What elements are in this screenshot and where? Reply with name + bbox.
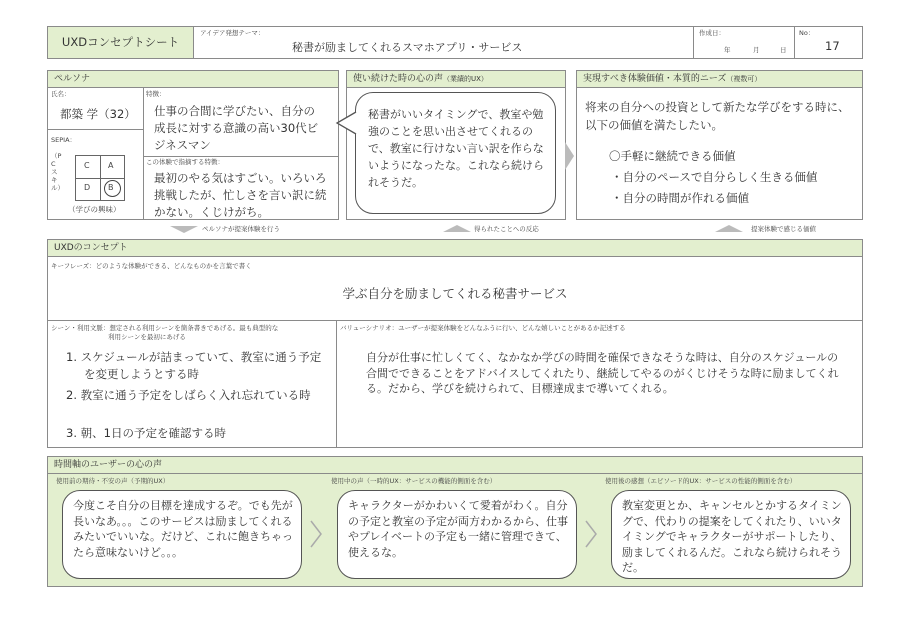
sepia-quadrant-d: D <box>84 183 91 192</box>
number-label: No： <box>799 29 815 37</box>
values-panel <box>576 70 863 220</box>
scene-label-1: シーン・利用文脈：想定される利用シーンを箇条書きであげる。最も典型的な <box>51 324 279 332</box>
values-intro: 将来の自分への投資として新たな学びをする時に、以下の価値を満たしたい。 <box>585 100 850 132</box>
keyphrase-label: キーフレーズ：どのような体験ができる、どんなものかを言葉で書く <box>51 262 252 270</box>
persona-down-triangle <box>170 226 198 233</box>
sepia-cell <box>48 130 144 219</box>
voice-continued-subtitle: （業績的UX） <box>443 75 488 83</box>
scene-label-2: 利用シーンを最初にあげる <box>108 333 186 341</box>
before-text: 今度こそ自分の目標を達成するぞ。でも先が長いなあ。。。このサービスは励ましてくれるみたいでいいな。だけど、これに飽きちゃったら意味ないけど。。。 <box>73 499 293 559</box>
during-bubble <box>337 490 577 579</box>
chevron-right-icon <box>308 518 324 550</box>
scenario-label: バリューシナリオ：ユーザーが提案体験をどんなふうに行い、どんな嬉しいことがあるか記述する <box>340 324 626 332</box>
sepia-label: SEPIA： <box>51 136 77 144</box>
voice-continued-bubble <box>355 92 556 214</box>
sheet-title-cell <box>47 26 194 59</box>
concept-vertical-divider <box>336 320 337 447</box>
theme-label: アイデア発想テーマ： <box>200 29 265 37</box>
after-label: 使用後の感想（エピソード的UX：サービスの性能的側面を含む） <box>605 477 797 485</box>
bubble-pointer <box>335 110 357 136</box>
persona-title: ペルソナ <box>48 71 338 88</box>
name-value: 都築 学（32） <box>60 107 136 121</box>
voice-continued-text: 秘書がいいタイミングで、教室や勉強のことを思い出させてくれるので、教室に行けない言い訳を作らないようになったな。これなら続けられそうだ。 <box>368 108 544 189</box>
before-label: 使用前の期待・不安の声（予期的UX） <box>56 477 170 485</box>
after-text: 教室変更とか、キャンセルとかするタイミングで、代わりの提案をしてくれたり、いいタイミングでキャラクターがサポートしたり、励ましてくれるんだ。これなら続けられそうだ。 <box>622 499 842 574</box>
during-text: キャラクターがかわいくて愛着がわく。自分の予定と教室の予定が両方わかるから、仕事やプレイベートの予定も一緒に管理できて、使えるな。 <box>348 499 568 559</box>
voice-continued-header <box>347 71 565 88</box>
values-item-2: ・自分のペースで自分らしく生きる価値 <box>611 170 818 184</box>
sepia-quadrant-c: C <box>84 161 90 170</box>
during-label: 使用中の声（一時的UX：サービスの機能的側面を含む） <box>331 477 497 485</box>
scene-item-3: 3. 朝、1日の予定を確認する時 <box>66 426 226 440</box>
values-footer: 提案体験で感じる価値 <box>751 225 816 233</box>
keyphrase: 学ぶ自分を励ましてくれる秘書サービス <box>342 286 568 301</box>
voice-continued-footer: 得られたことへの反応 <box>474 225 539 233</box>
name-label: 氏名： <box>51 90 71 98</box>
values-item-3: ・自分の時間が作れる価値 <box>611 191 749 205</box>
right-arrow-icon <box>565 142 574 170</box>
date-month: 月 <box>753 46 760 54</box>
challenge-label: この体験で指摘する特徴： <box>146 158 224 166</box>
theme-value: 秘書が励ましてくれるスマホアプリ・サービス <box>292 41 523 54</box>
feature-cell <box>144 88 338 157</box>
values-title: 実現すべき体験価値・本質的ニーズ <box>583 74 727 84</box>
chevron-right-icon-2 <box>583 518 599 550</box>
timeline-title: 時間軸のユーザーの心の声 <box>48 457 862 474</box>
scene-item-1: 1. スケジュールが詰まっていて、教室に通う予定を変更しようとする時 <box>66 350 322 381</box>
date-cell <box>693 26 795 59</box>
theme-cell <box>193 26 694 59</box>
name-cell <box>48 88 144 130</box>
date-year: 年 <box>724 46 731 54</box>
challenge-cell <box>144 157 338 219</box>
number-cell <box>794 26 863 59</box>
voice-continued-up-triangle <box>443 225 471 232</box>
concept-divider <box>48 320 862 321</box>
sepia-grid <box>75 155 125 201</box>
before-bubble <box>62 490 302 579</box>
values-up-triangle <box>715 225 743 232</box>
values-item-1: 〇手軽に継続できる価値 <box>609 149 736 163</box>
values-header <box>577 71 862 88</box>
number-value: 17 <box>825 39 840 53</box>
sepia-bottom-label: （学びの興味） <box>68 205 121 214</box>
sheet-title: UXDコンセプトシート <box>61 35 180 49</box>
challenge-text: 最初のやる気はすごい。いろいろ挑戦したが、忙しさを言い訳に続かない。くじけがち。 <box>154 171 327 219</box>
concept-panel <box>47 239 863 448</box>
sepia-quadrant-a: A <box>108 161 114 170</box>
date-label: 作成日： <box>699 29 725 37</box>
sepia-quadrant-b: B <box>108 183 114 192</box>
date-day: 日 <box>780 46 787 54</box>
scenario-text: 自分が仕事に忙しくてく、なかなか学びの時間を確保できなそうな時は、自分のスケジュールの合間でできることをアドバイスしてくれたり、継続してやるのがくじけそうな時に励ましてくれる。だから、学びを続けられて、目標達成まで導いてくれる。 <box>366 351 839 395</box>
persona-footer: ペルソナが提案体験を行う <box>202 225 280 233</box>
scene-item-2: 2. 教室に通う予定をしばらく入れ忘れている時 <box>66 388 311 402</box>
feature-text: 仕事の合間に学びたい、自分の成長に対する意識の高い30代ビジネスマン <box>154 104 319 152</box>
concept-title: UXDのコンセプト <box>48 240 862 257</box>
persona-panel <box>47 70 339 220</box>
values-subtitle: （複数可） <box>726 75 762 83</box>
after-bubble <box>611 490 851 579</box>
sepia-side-label: （PCスキル） <box>51 152 64 192</box>
voice-continued-title: 使い続けた時の心の声 <box>353 74 444 84</box>
feature-label: 特徴： <box>146 90 166 98</box>
